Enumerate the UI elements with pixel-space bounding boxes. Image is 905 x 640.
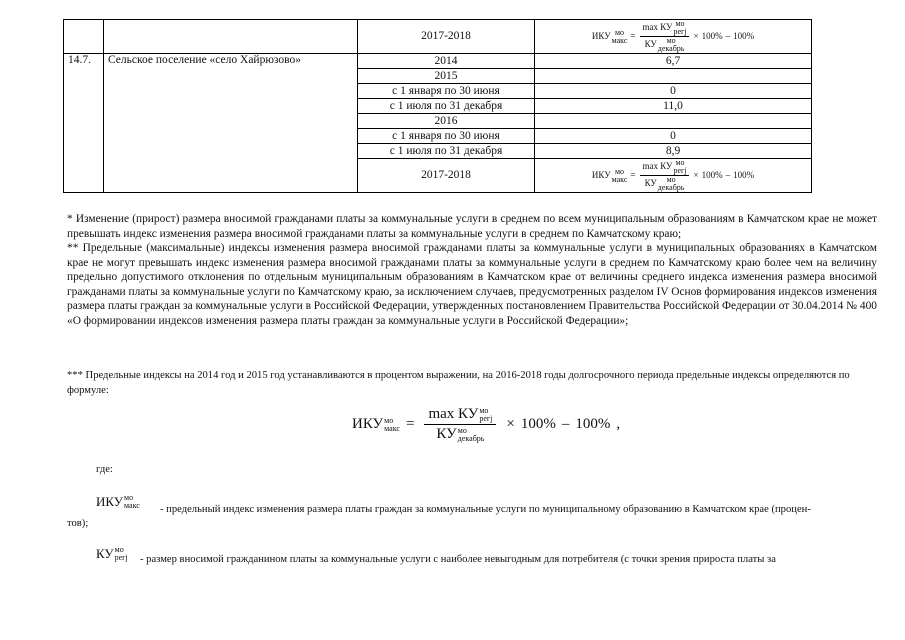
small-formula: ИКУ мо макс = max КУ мо регj КУ мо декабрь × 100% – 100% [591, 19, 755, 53]
period-cell: 2016 [358, 114, 535, 129]
period-cell: с 1 января по 30 июня [358, 84, 535, 99]
value-cell: 0 [535, 129, 812, 144]
year-cell: 2017-2018 [358, 20, 535, 54]
definition-text-iku-continued: тов); [67, 518, 89, 529]
period-cell: с 1 июля по 31 декабря [358, 99, 535, 114]
main-formula: ИКУ мо макс = max КУ мо регj КУ мо декабрь × 100% – 100% , [352, 405, 621, 443]
footnote-1: * Изменение (прирост) размера вносимой гражданами платы за коммунальные услуги в среднем по всем муниципальным образованиям в Камчатском крае не может превышать индекс изменения размера вносимой гражданами платы за коммунальные услуги в среднем по Камчатскому краю; [67, 213, 877, 240]
where-label: где: [96, 464, 113, 475]
value-cell: 6,7 [535, 54, 812, 69]
period-cell: 2014 [358, 54, 535, 69]
period-cell: с 1 июля по 31 декабря [358, 144, 535, 159]
period-cell: с 1 января по 30 июня [358, 129, 535, 144]
definition-term-iku: ИКУ мо макс [96, 493, 140, 510]
value-cell: 8,9 [535, 144, 812, 159]
value-cell: 0 [535, 84, 812, 99]
value-cell: 11,0 [535, 99, 812, 114]
value-cell [535, 114, 812, 129]
period-cell: 2017-2018 [358, 159, 535, 193]
entry-number: 14.7. [64, 54, 104, 193]
definition-text-iku: - предельный индекс изменения размера платы граждан за коммунальные услуги по муниципальному образованию в Камчатском крае (процен- [160, 504, 811, 515]
period-cell: 2015 [358, 69, 535, 84]
table-row [64, 20, 812, 54]
table-row [64, 54, 812, 69]
value-cell [535, 69, 812, 84]
footnotes [67, 212, 877, 328]
footnote-3: *** Предельные индексы на 2014 год и 2015 год устанавливаются в процентом выражении, на 2016-2018 годы долгосрочного периода предельные индексы определяются по формуле: [67, 370, 850, 396]
index-table [63, 19, 812, 193]
small-formula: ИКУ мо макс = max КУ мо регj КУ мо декабрь × 100% – 100% [591, 158, 755, 192]
entry-name: Сельское поселение «село Хайрюзово» [104, 54, 358, 193]
footnote-2: ** Предельные (максимальные) индексы изменения размера вносимой гражданами платы за коммунальные услуги в муниципальных образованиях в Камчатском крае не могут превышать индекс изменения размера вносимой гражданами платы за коммунальные услуги в среднем по Камчатскому краю более чем на величину предельно допустимого отклонения по отдельным муниципальным образованиям в Камчатском крае от величины среднего индекса изменения размера вносимой гражданами платы за коммунальные услуги по Камчатскому краю, за исключением случаев, предусмотренных разделом IV Основ формирования индексов изменения размера платы граждан за коммунальные услуги в Российской Федерации, утвержденных постановлением Правительства Российской Федерации от 30.04.2014 № 400 «О формировании индексов изменения размера платы граждан за коммунальные услуги в Российской Федерации»; [67, 242, 877, 327]
definition-text-ku: - размер вносимой гражданином платы за коммунальные услуги с наиболее невыгодным для потребителя (с точки зрения прироста платы за [140, 554, 776, 565]
definition-term-ku: КУ мо регj [96, 545, 128, 562]
formula-cell [535, 20, 812, 54]
formula-cell [535, 159, 812, 193]
